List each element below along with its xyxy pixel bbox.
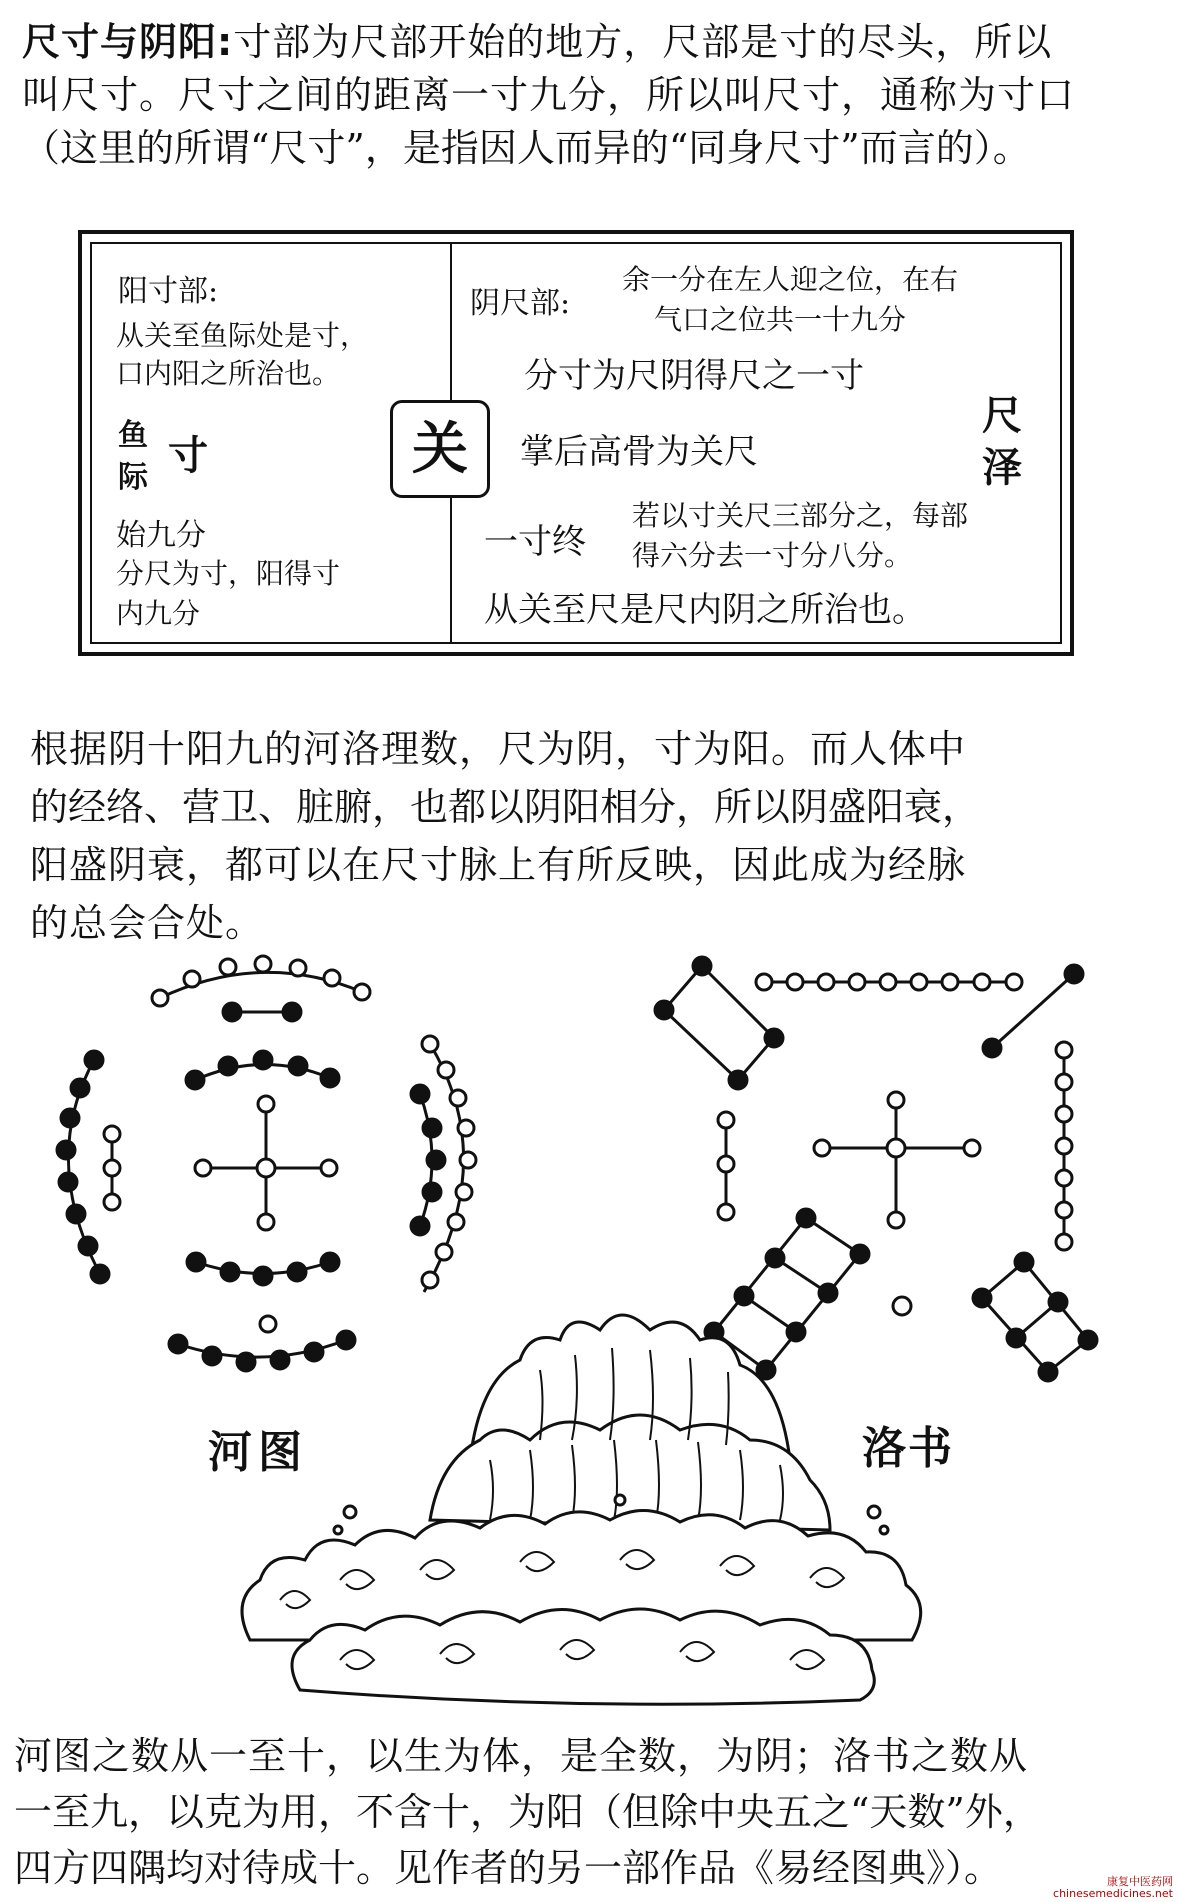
yang-cun-line-b: 内九分 bbox=[116, 597, 201, 630]
ji-char: 际 bbox=[118, 460, 148, 495]
luoshu-diagram bbox=[655, 957, 1097, 1381]
middle-line-3: 阳盛阴衰，都可以在尺寸脉上有所反映，因此成为经脉 bbox=[30, 843, 967, 887]
yin-chi-desc-2: 气口之位共一十九分 bbox=[654, 303, 907, 336]
bottom-line-3: 四方四隅均对待成十。见作者的另一部作品《易经图典》）。 bbox=[14, 1846, 1003, 1890]
intro-text-1: 寸部为尺部开始的地方，尺部是寸的尽头，所以 bbox=[233, 20, 1053, 64]
cloud-mountain-illustration bbox=[242, 1315, 921, 1704]
watermark-line-1: 康复中医药网 bbox=[1107, 1875, 1173, 1888]
chi-char: 尺 bbox=[982, 393, 1022, 439]
yang-cun-desc-2: 口内阳之所治也。 bbox=[116, 357, 341, 390]
yang-cun-title: 阳寸部: bbox=[118, 274, 219, 309]
hetu-diagram bbox=[57, 956, 476, 1371]
luoshu-label: 洛书 bbox=[862, 1423, 954, 1474]
yin-chi-end-1: 若以寸关尺三部分之，每部 bbox=[632, 499, 969, 532]
middle-line-2: 的经络、营卫、脏腑，也都以阴阳相分，所以阴盛阳衰， bbox=[30, 785, 981, 829]
yin-chi-end-2: 得六分去一寸分八分。 bbox=[632, 539, 913, 572]
section-heading: 尺寸与阴阳: bbox=[22, 20, 234, 64]
yin-chi-line-1: 分寸为尺阴得尺之一寸 bbox=[524, 356, 864, 396]
cun-char: 寸 bbox=[168, 433, 208, 479]
middle-line-1: 根据阴十阳九的河洛理数，尺为阴，寸为阳。而人体中 bbox=[30, 727, 967, 771]
guan-box: 关 bbox=[390, 400, 490, 498]
bottom-paragraph bbox=[14, 1728, 1174, 1896]
bottom-line-2: 一至九，以克为用，不含十，为阳（但除中央五之“天数”外， bbox=[14, 1790, 1041, 1834]
yi-cun-zhong: 一寸终 bbox=[484, 522, 586, 562]
hetu-label: 河图 bbox=[208, 1427, 308, 1478]
yin-chi-desc-1: 余一分在左人迎之位，在右 bbox=[622, 263, 959, 296]
yin-chi-title: 阴尺部: bbox=[470, 286, 571, 321]
yu-char: 鱼 bbox=[118, 418, 148, 453]
middle-line-4: 的总会合处。 bbox=[30, 901, 265, 945]
watermark-line-2: chinesemedicines.net bbox=[1053, 1887, 1173, 1900]
watermark bbox=[1053, 1876, 1173, 1900]
yin-chi-line-2: 掌后高骨为关尺 bbox=[520, 432, 758, 472]
yang-cun-line-a: 分尺为寸，阳得寸 bbox=[116, 557, 341, 590]
intro-line-3: （这里的所谓“尺寸”，是指因人而异的“同身尺寸”而言的）。 bbox=[22, 126, 1031, 170]
intro-line-2: 叫尺寸。尺寸之间的距离一寸九分，所以叫尺寸，通称为寸口 bbox=[22, 73, 1076, 117]
ze-char: 泽 bbox=[982, 445, 1022, 491]
bottom-line-1: 河图之数从一至十，以生为体，是全数，为阴；洛书之数从 bbox=[14, 1734, 1029, 1778]
yang-cun-start: 始九分 bbox=[116, 518, 206, 553]
yang-cun-desc-1: 从关至鱼际处是寸， bbox=[116, 319, 369, 352]
yin-chi-last: 从关至尺是尺内阴之所治也。 bbox=[484, 590, 926, 630]
